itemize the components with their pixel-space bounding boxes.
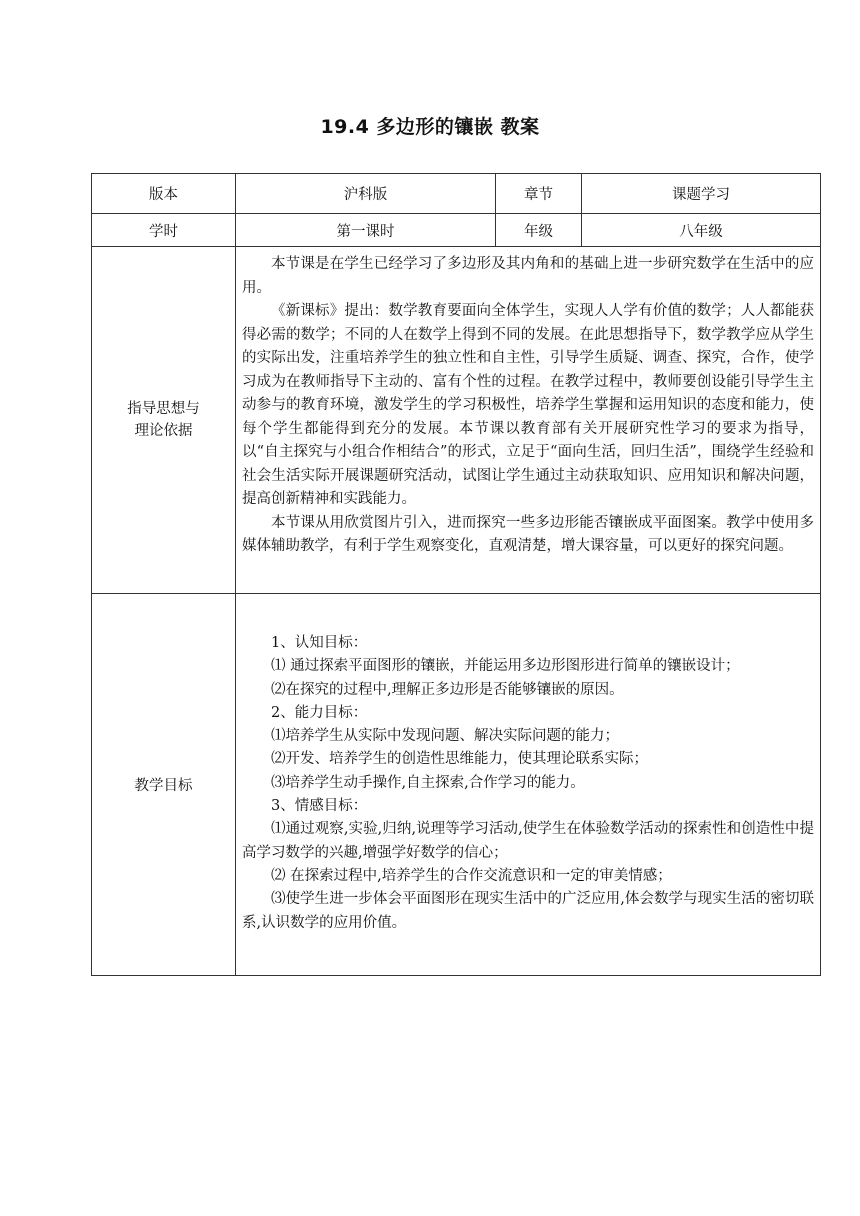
guidance-label-line2: 理论依据: [134, 423, 193, 439]
objectives-content: [236, 594, 821, 976]
guidance-content: [236, 247, 821, 594]
table-row-edition: [92, 174, 821, 214]
table-row-period: [92, 214, 821, 247]
objective-heading-cognitive: 1、认知目标：: [271, 635, 368, 651]
objective-item: ⑴ 通过探索平面图形的镶嵌，并能运用多边形图形进行简单的镶嵌设计；: [271, 658, 740, 675]
objective-item: ⑵开发、培养学生的创造性思维能力，使其理论联系实际；: [271, 751, 648, 768]
guidance-paragraph-1: 本节课是在学生已经学习了多边形及其内角和的基础上进一步研究数学在生活中的应用。: [242, 256, 814, 296]
table-row-objectives: [92, 594, 821, 976]
objectives-label: 教学目标: [92, 594, 236, 976]
guidance-paragraph-2: 《新课标》提出：数学教育要面向全体学生，实现人人学有价值的数学；人人都能获得必需的数学；不同的人在数学上得到不同的发展。在此思想指导下，数学教学应从学生的实际出发，注重培养学生的独立性和自主性，引导学生质疑、调查、探究，合作，使学习成为在教师指导下主动的、富有个性的过程。在教学过程中，教师要创设能引导学生主动参与的教育环境，激发学生的学习积极性，培养学生掌握和运用知识的态度和能力，使每个学生都能得到充分的发展。本节课以教育部有关开展研究性学习的要求为指导，以“自主探究与小组合作相结合”的形式，立足于“面向生活，回归生活”，围绕学生经验和社会生活实际开展课题研究活动，试图让学生通过主动获取知识、应用知识和解决问题，提高创新精神和实践能力。: [242, 303, 814, 507]
objective-item: ⑴培养学生从实际中发现问题、解决实际问题的能力；: [271, 728, 619, 745]
guidance-label-cell: [92, 247, 236, 594]
objective-heading-ability: 2、能力目标：: [271, 704, 368, 721]
period-value: 第一课时: [236, 214, 496, 247]
objective-item: ⑶使学生进一步体会平面图形在现实生活中的广泛应用,体会数学与现实生活的密切联系,认识数学的应用价值。: [242, 891, 814, 931]
guidance-label-line1: 指导思想与: [127, 401, 200, 417]
edition-value: 沪科版: [236, 174, 496, 214]
table-row-guidance: [92, 247, 821, 594]
chapter-label: 章节: [496, 174, 582, 214]
chapter-value: 课题学习: [582, 174, 821, 214]
guidance-paragraph-3: 本节课从用欣赏图片引入，进而探究一些多边形能否镶嵌成平面图案。教学中使用多媒体辅助教学，有利于学生观察变化，直观清楚，增大课容量，可以更好的探究问题。: [242, 514, 814, 554]
objective-heading-emotion: 3、情感目标：: [271, 798, 368, 815]
document-title: 19.4 多边形的镶嵌 教案: [320, 116, 540, 138]
edition-label: 版本: [92, 174, 236, 214]
grade-label: 年级: [496, 214, 582, 247]
lesson-plan-table: [91, 173, 821, 976]
objective-item: ⑵在探究的过程中,理解正多边形是否能够镶嵌的原因。: [271, 681, 624, 698]
objective-item: ⑴通过观察,实验,归纳,说理等学习活动,使学生在体验数学活动的探索性和创造性中提高学习数学的兴趣,增强学好数学的信心；: [242, 821, 814, 861]
objective-item: ⑶培养学生动手操作,自主探索,合作学习的能力。: [271, 774, 585, 791]
objective-item: ⑵ 在探索过程中,培养学生的合作交流意识和一定的审美情感；: [271, 867, 672, 884]
period-label: 学时: [92, 214, 236, 247]
grade-value: 八年级: [582, 214, 821, 247]
